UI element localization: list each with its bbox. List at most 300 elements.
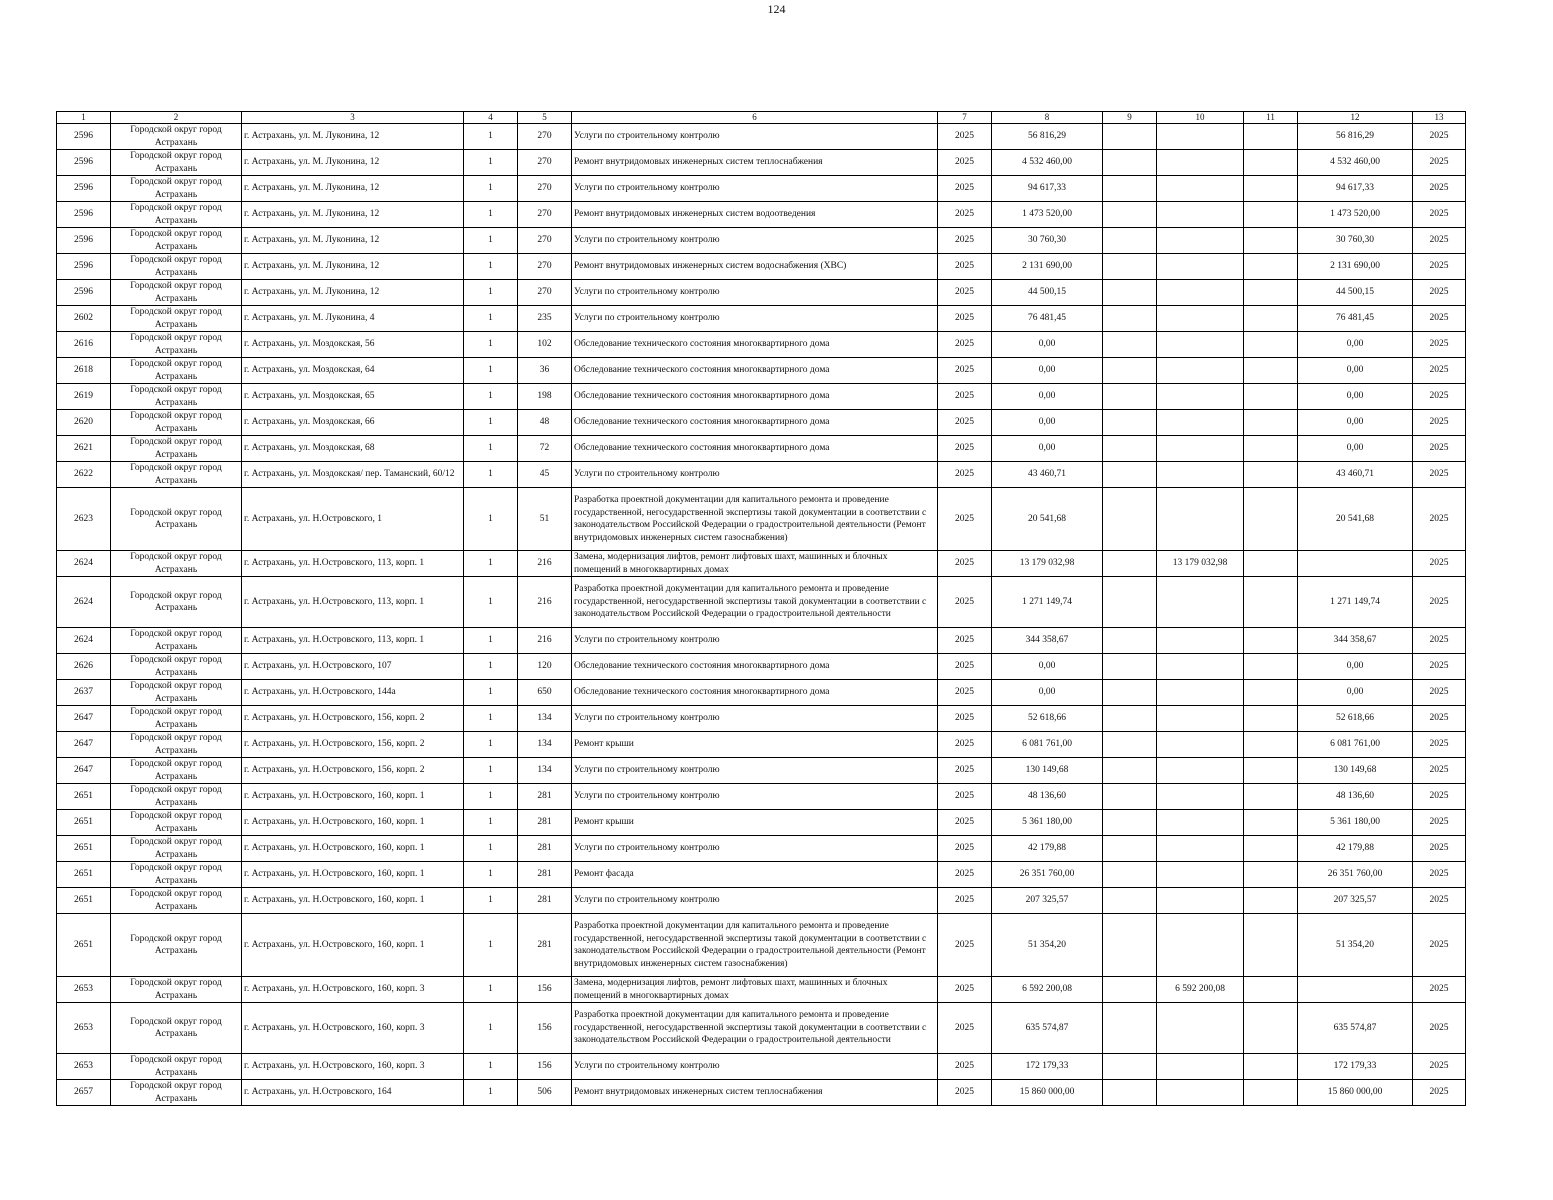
table-row: [57, 706, 1466, 732]
col11-cell: [1244, 176, 1298, 202]
col10-cell: [1157, 332, 1244, 358]
address-cell: г. Астрахань, ул. Моздокская, 56: [242, 332, 464, 358]
col10-cell: [1157, 914, 1244, 977]
year-cell: 2025: [938, 914, 992, 977]
col11-cell: [1244, 862, 1298, 888]
col5-cell: 506: [518, 1080, 572, 1106]
total-cost-cell: 6 592 200,08: [992, 977, 1103, 1003]
col10-cell: [1157, 228, 1244, 254]
col10-cell: [1157, 1054, 1244, 1080]
col4-cell: 1: [464, 358, 518, 384]
municipality-cell: Городской округ город Астрахань: [111, 1054, 242, 1080]
col4-cell: 1: [464, 784, 518, 810]
work-type-cell: Услуги по строительному контролю: [572, 306, 938, 332]
col10-cell: [1157, 150, 1244, 176]
house-id-cell: 2651: [57, 888, 111, 914]
col5-cell: 198: [518, 384, 572, 410]
col9-cell: [1103, 436, 1157, 462]
col5-cell: 156: [518, 1054, 572, 1080]
col5-cell: 650: [518, 680, 572, 706]
col11-cell: [1244, 332, 1298, 358]
col12-cell: 48 136,60: [1298, 784, 1413, 810]
work-type-cell: Услуги по строительному контролю: [572, 888, 938, 914]
end-year-cell: 2025: [1413, 706, 1466, 732]
col9-cell: [1103, 358, 1157, 384]
col9-cell: [1103, 706, 1157, 732]
col11-cell: [1244, 488, 1298, 551]
work-type-cell: Разработка проектной документации для капитального ремонта и проведение государственной, негосударственной экспертизы такой документации в соответствии с законодательством Российской Федерации о градостроительной деятельности (Ремонт внутридомовых инженерных систем газоснабжения): [572, 488, 938, 551]
house-id-cell: 2602: [57, 306, 111, 332]
table-row: [57, 654, 1466, 680]
col11-cell: [1244, 436, 1298, 462]
work-type-cell: Обследование технического состояния многоквартирного дома: [572, 332, 938, 358]
year-cell: 2025: [938, 628, 992, 654]
total-cost-cell: 94 617,33: [992, 176, 1103, 202]
table-row: [57, 914, 1466, 977]
col11-cell: [1244, 706, 1298, 732]
municipality-cell: Городской округ город Астрахань: [111, 254, 242, 280]
end-year-cell: 2025: [1413, 306, 1466, 332]
work-type-cell: Обследование технического состояния многоквартирного дома: [572, 410, 938, 436]
address-cell: г. Астрахань, ул. Н.Островского, 160, корп. 1: [242, 810, 464, 836]
col10-cell: [1157, 202, 1244, 228]
col9-cell: [1103, 176, 1157, 202]
col10-cell: [1157, 176, 1244, 202]
house-id-cell: 2624: [57, 577, 111, 628]
column-header: 10: [1157, 112, 1244, 124]
col12-cell: 0,00: [1298, 410, 1413, 436]
col10-cell: [1157, 888, 1244, 914]
col4-cell: 1: [464, 176, 518, 202]
col10-cell: [1157, 784, 1244, 810]
col12-cell: 207 325,57: [1298, 888, 1413, 914]
column-header: 2: [111, 112, 242, 124]
col11-cell: [1244, 888, 1298, 914]
year-cell: 2025: [938, 551, 992, 577]
column-number-row: [57, 112, 1466, 124]
work-type-cell: Ремонт внутридомовых инженерных систем теплоснабжения: [572, 150, 938, 176]
address-cell: г. Астрахань, ул. Н.Островского, 107: [242, 654, 464, 680]
end-year-cell: 2025: [1413, 551, 1466, 577]
total-cost-cell: 48 136,60: [992, 784, 1103, 810]
col4-cell: 1: [464, 732, 518, 758]
municipality-cell: Городской округ город Астрахань: [111, 654, 242, 680]
col12-cell: 0,00: [1298, 680, 1413, 706]
municipality-cell: Городской округ город Астрахань: [111, 1080, 242, 1106]
total-cost-cell: 6 081 761,00: [992, 732, 1103, 758]
total-cost-cell: 0,00: [992, 358, 1103, 384]
end-year-cell: 2025: [1413, 254, 1466, 280]
municipality-cell: Городской округ город Астрахань: [111, 488, 242, 551]
col11-cell: [1244, 254, 1298, 280]
end-year-cell: 2025: [1413, 436, 1466, 462]
column-header: 12: [1298, 112, 1413, 124]
municipality-cell: Городской округ город Астрахань: [111, 810, 242, 836]
col4-cell: 1: [464, 862, 518, 888]
col5-cell: 134: [518, 732, 572, 758]
col12-cell: 30 760,30: [1298, 228, 1413, 254]
address-cell: г. Астрахань, ул. Н.Островского, 160, корп. 3: [242, 977, 464, 1003]
col5-cell: 156: [518, 1003, 572, 1054]
total-cost-cell: 56 816,29: [992, 124, 1103, 150]
address-cell: г. Астрахань, ул. Н.Островского, 156, корп. 2: [242, 706, 464, 732]
work-type-cell: Замена, модернизация лифтов, ремонт лифтовых шахт, машинных и блочных помещений в многоквартирных домах: [572, 977, 938, 1003]
table-row: [57, 1080, 1466, 1106]
col4-cell: 1: [464, 977, 518, 1003]
work-type-cell: Обследование технического состояния многоквартирного дома: [572, 384, 938, 410]
end-year-cell: 2025: [1413, 410, 1466, 436]
work-type-cell: Ремонт крыши: [572, 810, 938, 836]
total-cost-cell: 1 473 520,00: [992, 202, 1103, 228]
house-id-cell: 2653: [57, 1003, 111, 1054]
municipality-cell: Городской округ город Астрахань: [111, 628, 242, 654]
end-year-cell: 2025: [1413, 228, 1466, 254]
municipality-cell: Городской округ город Астрахань: [111, 706, 242, 732]
house-id-cell: 2651: [57, 914, 111, 977]
col5-cell: 270: [518, 150, 572, 176]
municipality-cell: Городской округ город Астрахань: [111, 306, 242, 332]
work-type-cell: Услуги по строительному контролю: [572, 176, 938, 202]
end-year-cell: 2025: [1413, 384, 1466, 410]
municipality-cell: Городской округ город Астрахань: [111, 436, 242, 462]
address-cell: г. Астрахань, ул. Н.Островского, 160, корп. 1: [242, 862, 464, 888]
house-id-cell: 2647: [57, 758, 111, 784]
table-row: [57, 358, 1466, 384]
col4-cell: 1: [464, 306, 518, 332]
end-year-cell: 2025: [1413, 1003, 1466, 1054]
col5-cell: 281: [518, 836, 572, 862]
address-cell: г. Астрахань, ул. М. Луконина, 4: [242, 306, 464, 332]
year-cell: 2025: [938, 810, 992, 836]
total-cost-cell: 26 351 760,00: [992, 862, 1103, 888]
year-cell: 2025: [938, 680, 992, 706]
col5-cell: 45: [518, 462, 572, 488]
house-id-cell: 2651: [57, 784, 111, 810]
total-cost-cell: 344 358,67: [992, 628, 1103, 654]
address-cell: г. Астрахань, ул. Моздокская, 65: [242, 384, 464, 410]
municipality-cell: Городской округ город Астрахань: [111, 758, 242, 784]
year-cell: 2025: [938, 228, 992, 254]
col5-cell: 156: [518, 977, 572, 1003]
col10-cell: [1157, 1003, 1244, 1054]
house-id-cell: 2624: [57, 551, 111, 577]
table-row: [57, 228, 1466, 254]
col9-cell: [1103, 784, 1157, 810]
house-id-cell: 2619: [57, 384, 111, 410]
col9-cell: [1103, 332, 1157, 358]
address-cell: г. Астрахань, ул. М. Луконина, 12: [242, 228, 464, 254]
end-year-cell: 2025: [1413, 784, 1466, 810]
col12-cell: 172 179,33: [1298, 1054, 1413, 1080]
column-header: 5: [518, 112, 572, 124]
col11-cell: [1244, 1080, 1298, 1106]
total-cost-cell: 76 481,45: [992, 306, 1103, 332]
end-year-cell: 2025: [1413, 914, 1466, 977]
year-cell: 2025: [938, 758, 992, 784]
end-year-cell: 2025: [1413, 1080, 1466, 1106]
col5-cell: 48: [518, 410, 572, 436]
col5-cell: 270: [518, 124, 572, 150]
col9-cell: [1103, 462, 1157, 488]
col10-cell: [1157, 706, 1244, 732]
col5-cell: 134: [518, 758, 572, 784]
col9-cell: [1103, 888, 1157, 914]
col10-cell: [1157, 758, 1244, 784]
end-year-cell: 2025: [1413, 577, 1466, 628]
col11-cell: [1244, 810, 1298, 836]
col9-cell: [1103, 150, 1157, 176]
year-cell: 2025: [938, 332, 992, 358]
work-type-cell: Разработка проектной документации для капитального ремонта и проведение государственной, негосударственной экспертизы такой документации в соответствии с законодательством Российской Федерации о градостроительной деятельности: [572, 577, 938, 628]
year-cell: 2025: [938, 384, 992, 410]
year-cell: 2025: [938, 488, 992, 551]
column-header: 4: [464, 112, 518, 124]
municipality-cell: Городской округ город Астрахань: [111, 176, 242, 202]
table-row: [57, 977, 1466, 1003]
house-id-cell: 2653: [57, 977, 111, 1003]
col10-cell: [1157, 254, 1244, 280]
year-cell: 2025: [938, 124, 992, 150]
municipality-cell: Городской округ город Астрахань: [111, 332, 242, 358]
table-row: [57, 732, 1466, 758]
col9-cell: [1103, 810, 1157, 836]
municipality-cell: Городской округ город Астрахань: [111, 836, 242, 862]
table-body: [57, 124, 1466, 1106]
col11-cell: [1244, 680, 1298, 706]
total-cost-cell: 44 500,15: [992, 280, 1103, 306]
col4-cell: 1: [464, 1080, 518, 1106]
col12-cell: 42 179,88: [1298, 836, 1413, 862]
col9-cell: [1103, 384, 1157, 410]
col4-cell: 1: [464, 680, 518, 706]
year-cell: 2025: [938, 1054, 992, 1080]
col12-cell: 56 816,29: [1298, 124, 1413, 150]
column-header: 8: [992, 112, 1103, 124]
table-row: [57, 384, 1466, 410]
total-cost-cell: 0,00: [992, 332, 1103, 358]
total-cost-cell: 1 271 149,74: [992, 577, 1103, 628]
address-cell: г. Астрахань, ул. Моздокская, 64: [242, 358, 464, 384]
col9-cell: [1103, 680, 1157, 706]
col4-cell: 1: [464, 462, 518, 488]
table-row: [57, 1054, 1466, 1080]
table-row: [57, 551, 1466, 577]
col12-cell: 2 131 690,00: [1298, 254, 1413, 280]
col12-cell: 44 500,15: [1298, 280, 1413, 306]
house-id-cell: 2596: [57, 254, 111, 280]
table-row: [57, 758, 1466, 784]
total-cost-cell: 4 532 460,00: [992, 150, 1103, 176]
col9-cell: [1103, 280, 1157, 306]
address-cell: г. Астрахань, ул. Н.Островского, 160, корп. 1: [242, 836, 464, 862]
work-type-cell: Ремонт внутридомовых инженерных систем теплоснабжения: [572, 1080, 938, 1106]
col11-cell: [1244, 384, 1298, 410]
col12-cell: 26 351 760,00: [1298, 862, 1413, 888]
col9-cell: [1103, 758, 1157, 784]
col10-cell: [1157, 732, 1244, 758]
col9-cell: [1103, 488, 1157, 551]
house-id-cell: 2651: [57, 836, 111, 862]
end-year-cell: 2025: [1413, 176, 1466, 202]
end-year-cell: 2025: [1413, 462, 1466, 488]
end-year-cell: 2025: [1413, 280, 1466, 306]
municipality-cell: Городской округ город Астрахань: [111, 977, 242, 1003]
total-cost-cell: 42 179,88: [992, 836, 1103, 862]
address-cell: г. Астрахань, ул. М. Луконина, 12: [242, 150, 464, 176]
col4-cell: 1: [464, 254, 518, 280]
work-type-cell: Услуги по строительному контролю: [572, 836, 938, 862]
house-id-cell: 2657: [57, 1080, 111, 1106]
end-year-cell: 2025: [1413, 654, 1466, 680]
house-id-cell: 2596: [57, 228, 111, 254]
col12-cell: 43 460,71: [1298, 462, 1413, 488]
col12-cell: 0,00: [1298, 384, 1413, 410]
house-id-cell: 2623: [57, 488, 111, 551]
table-row: [57, 306, 1466, 332]
table-row: [57, 280, 1466, 306]
col4-cell: 1: [464, 810, 518, 836]
address-cell: г. Астрахань, ул. М. Луконина, 12: [242, 254, 464, 280]
work-type-cell: Обследование технического состояния многоквартирного дома: [572, 654, 938, 680]
column-header: 9: [1103, 112, 1157, 124]
address-cell: г. Астрахань, ул. Н.Островского, 160, корп. 3: [242, 1054, 464, 1080]
work-type-cell: Услуги по строительному контролю: [572, 228, 938, 254]
col4-cell: 1: [464, 488, 518, 551]
col12-cell: 0,00: [1298, 358, 1413, 384]
col10-cell: 13 179 032,98: [1157, 551, 1244, 577]
column-header: 1: [57, 112, 111, 124]
col12-cell: 130 149,68: [1298, 758, 1413, 784]
col5-cell: 120: [518, 654, 572, 680]
year-cell: 2025: [938, 462, 992, 488]
col5-cell: 270: [518, 202, 572, 228]
column-header: 13: [1413, 112, 1466, 124]
end-year-cell: 2025: [1413, 680, 1466, 706]
col4-cell: 1: [464, 332, 518, 358]
end-year-cell: 2025: [1413, 836, 1466, 862]
col4-cell: 1: [464, 706, 518, 732]
col9-cell: [1103, 1003, 1157, 1054]
col4-cell: 1: [464, 436, 518, 462]
col5-cell: 51: [518, 488, 572, 551]
total-cost-cell: 0,00: [992, 436, 1103, 462]
col4-cell: 1: [464, 758, 518, 784]
col5-cell: 102: [518, 332, 572, 358]
table-row: [57, 410, 1466, 436]
col12-cell: [1298, 977, 1413, 1003]
col5-cell: 216: [518, 628, 572, 654]
column-header: 7: [938, 112, 992, 124]
address-cell: г. Астрахань, ул. Н.Островского, 160, корп. 1: [242, 914, 464, 977]
col11-cell: [1244, 836, 1298, 862]
total-cost-cell: 43 460,71: [992, 462, 1103, 488]
table-row: [57, 680, 1466, 706]
col12-cell: 4 532 460,00: [1298, 150, 1413, 176]
total-cost-cell: 0,00: [992, 680, 1103, 706]
address-cell: г. Астрахань, ул. М. Луконина, 12: [242, 176, 464, 202]
year-cell: 2025: [938, 410, 992, 436]
col10-cell: [1157, 628, 1244, 654]
col9-cell: [1103, 228, 1157, 254]
col5-cell: 281: [518, 862, 572, 888]
col11-cell: [1244, 150, 1298, 176]
col5-cell: 270: [518, 280, 572, 306]
col12-cell: 0,00: [1298, 436, 1413, 462]
address-cell: г. Астрахань, ул. М. Луконина, 12: [242, 280, 464, 306]
municipality-cell: Городской округ город Астрахань: [111, 358, 242, 384]
year-cell: 2025: [938, 1003, 992, 1054]
year-cell: 2025: [938, 436, 992, 462]
house-id-cell: 2647: [57, 706, 111, 732]
house-id-cell: 2626: [57, 654, 111, 680]
work-type-cell: Услуги по строительному контролю: [572, 124, 938, 150]
col11-cell: [1244, 758, 1298, 784]
municipality-cell: Городской округ город Астрахань: [111, 680, 242, 706]
col5-cell: 235: [518, 306, 572, 332]
col9-cell: [1103, 577, 1157, 628]
end-year-cell: 2025: [1413, 977, 1466, 1003]
table-row: [57, 202, 1466, 228]
work-type-cell: Ремонт крыши: [572, 732, 938, 758]
total-cost-cell: 30 760,30: [992, 228, 1103, 254]
col5-cell: 270: [518, 254, 572, 280]
col11-cell: [1244, 124, 1298, 150]
address-cell: г. Астрахань, ул. Н.Островского, 144а: [242, 680, 464, 706]
address-cell: г. Астрахань, ул. Н.Островского, 156, корп. 2: [242, 732, 464, 758]
col10-cell: [1157, 280, 1244, 306]
address-cell: г. Астрахань, ул. М. Луконина, 12: [242, 124, 464, 150]
year-cell: 2025: [938, 280, 992, 306]
col11-cell: [1244, 280, 1298, 306]
house-id-cell: 2622: [57, 462, 111, 488]
col9-cell: [1103, 551, 1157, 577]
year-cell: 2025: [938, 150, 992, 176]
col4-cell: 1: [464, 551, 518, 577]
municipality-cell: Городской округ город Астрахань: [111, 228, 242, 254]
table-row: [57, 836, 1466, 862]
col10-cell: [1157, 436, 1244, 462]
end-year-cell: 2025: [1413, 150, 1466, 176]
end-year-cell: 2025: [1413, 758, 1466, 784]
table-row: [57, 436, 1466, 462]
work-type-cell: Обследование технического состояния многоквартирного дома: [572, 680, 938, 706]
col12-cell: 20 541,68: [1298, 488, 1413, 551]
col12-cell: 1 271 149,74: [1298, 577, 1413, 628]
col11-cell: [1244, 462, 1298, 488]
col4-cell: 1: [464, 577, 518, 628]
col9-cell: [1103, 654, 1157, 680]
year-cell: 2025: [938, 202, 992, 228]
end-year-cell: 2025: [1413, 332, 1466, 358]
municipality-cell: Городской округ город Астрахань: [111, 784, 242, 810]
col10-cell: [1157, 810, 1244, 836]
col11-cell: [1244, 577, 1298, 628]
year-cell: 2025: [938, 836, 992, 862]
table-row: [57, 150, 1466, 176]
col4-cell: 1: [464, 124, 518, 150]
end-year-cell: 2025: [1413, 1054, 1466, 1080]
col5-cell: 281: [518, 784, 572, 810]
house-id-cell: 2596: [57, 150, 111, 176]
address-cell: г. Астрахань, ул. Моздокская, 66: [242, 410, 464, 436]
municipality-cell: Городской округ город Астрахань: [111, 462, 242, 488]
municipality-cell: Городской округ город Астрахань: [111, 410, 242, 436]
address-cell: г. Астрахань, ул. М. Луконина, 12: [242, 202, 464, 228]
col4-cell: 1: [464, 654, 518, 680]
col11-cell: [1244, 202, 1298, 228]
col10-cell: [1157, 1080, 1244, 1106]
total-cost-cell: 52 618,66: [992, 706, 1103, 732]
